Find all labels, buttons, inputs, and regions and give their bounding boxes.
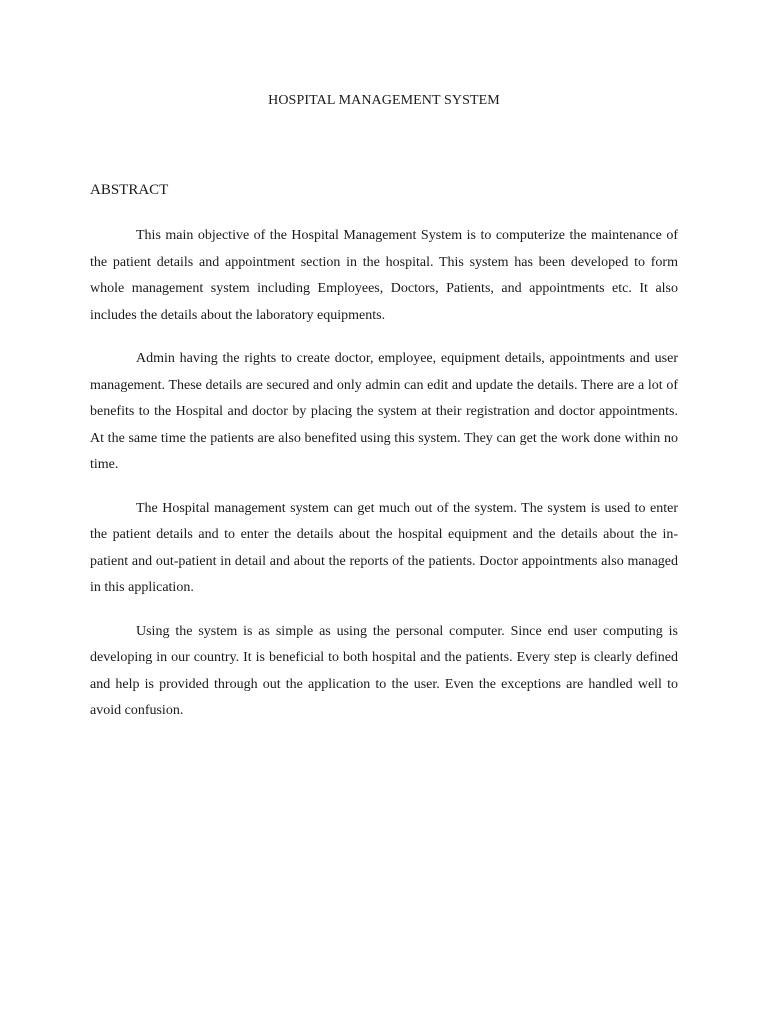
abstract-paragraph-1: This main objective of the Hospital Management System is to computerize the maintenance of the patient details and appointment section in the hospital. This system has been developed to form whole management system including Employees, Doctors, Patients, and appointments etc. It also includes the details about the laboratory equipments. [90, 228, 678, 323]
document-title: HOSPITAL MANAGEMENT SYSTEM [268, 93, 500, 108]
abstract-body [90, 223, 678, 742]
abstract-paragraph-3: The Hospital management system can get much out of the system. The system is used to enter the patient details and to enter the details about the hospital equipment and the details about the in-patient and out-patient in detail and about the reports of the patients. Doctor appointments also managed in this application. [90, 500, 678, 595]
abstract-paragraph-4: Using the system is as simple as using the personal computer. Since end user computing is developing in our country. It is beneficial to both hospital and the patients. Every step is clearly defined and help is provided through out the application to the user. Even the exceptions are handled well to avoid confusion. [90, 623, 678, 718]
abstract-paragraph-2: Admin having the rights to create doctor, employee, equipment details, appointments and user management. These details are secured and only admin can edit and update the details. There are a lot of benefits to the Hospital and doctor by placing the system at their registration and doctor appointments. At the same time the patients are also benefited using this system. They can get the work done within no time. [90, 351, 678, 472]
section-heading-abstract: ABSTRACT [90, 182, 169, 198]
